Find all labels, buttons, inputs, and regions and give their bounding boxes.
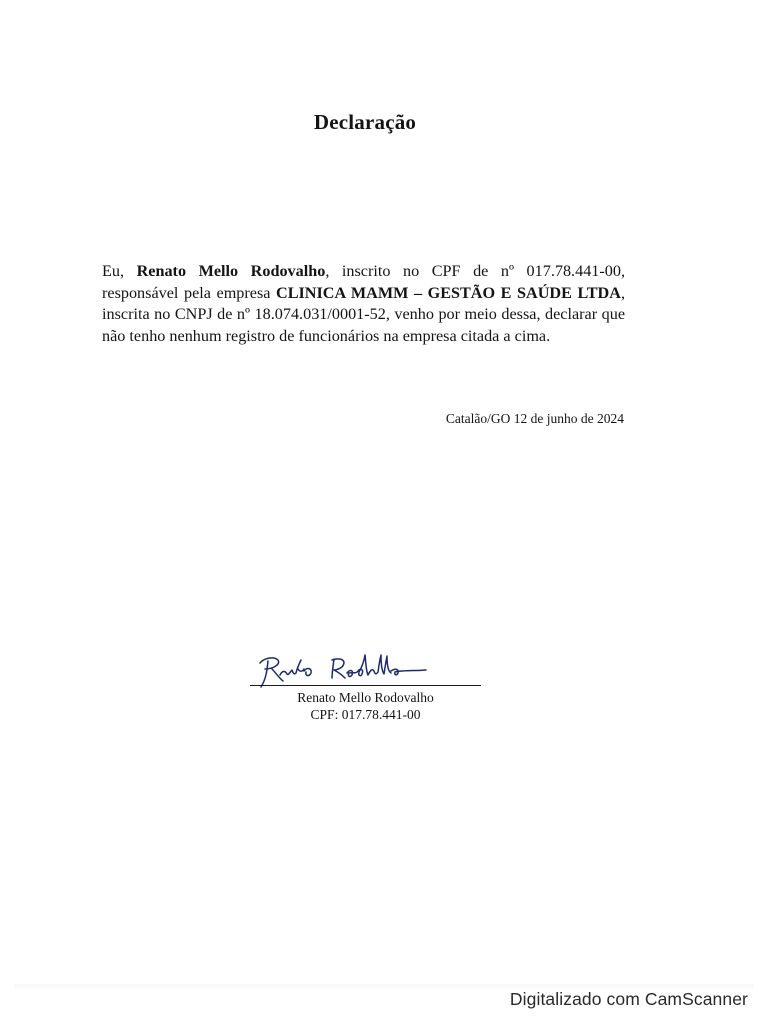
camscanner-watermark: Digitalizado com CamScanner <box>509 989 748 1009</box>
document-page <box>14 0 754 990</box>
intro-text: Eu, <box>102 262 137 280</box>
declaration-body <box>102 261 625 347</box>
handwritten-signature <box>254 647 434 689</box>
document-title: Declaração <box>313 110 417 134</box>
declaration-paragraph <box>102 261 625 347</box>
signer-cpf: CPF: 017.78.441-00 <box>310 707 421 722</box>
company-name: CLINICA MAMM – GESTÃO E SAÚDE LTDA <box>276 283 621 302</box>
signature-line <box>250 685 481 686</box>
signer-name: Renato Mello Rodovalho <box>297 690 434 705</box>
cnpj-text: , inscrita no CNPJ de nº 18.074.031/0001-52, venho por meio dessa, declarar que não tenho nenhum registro de funcionários na empresa citada a cima. <box>102 283 625 345</box>
place-date: Catalão/GO 12 de junho de 2024 <box>445 411 624 426</box>
declarant-name: Renato Mello Rodovalho <box>136 262 326 280</box>
cpf-text: , inscrito no CPF de nº 017.78.441-00, responsável pela empresa <box>102 262 626 302</box>
